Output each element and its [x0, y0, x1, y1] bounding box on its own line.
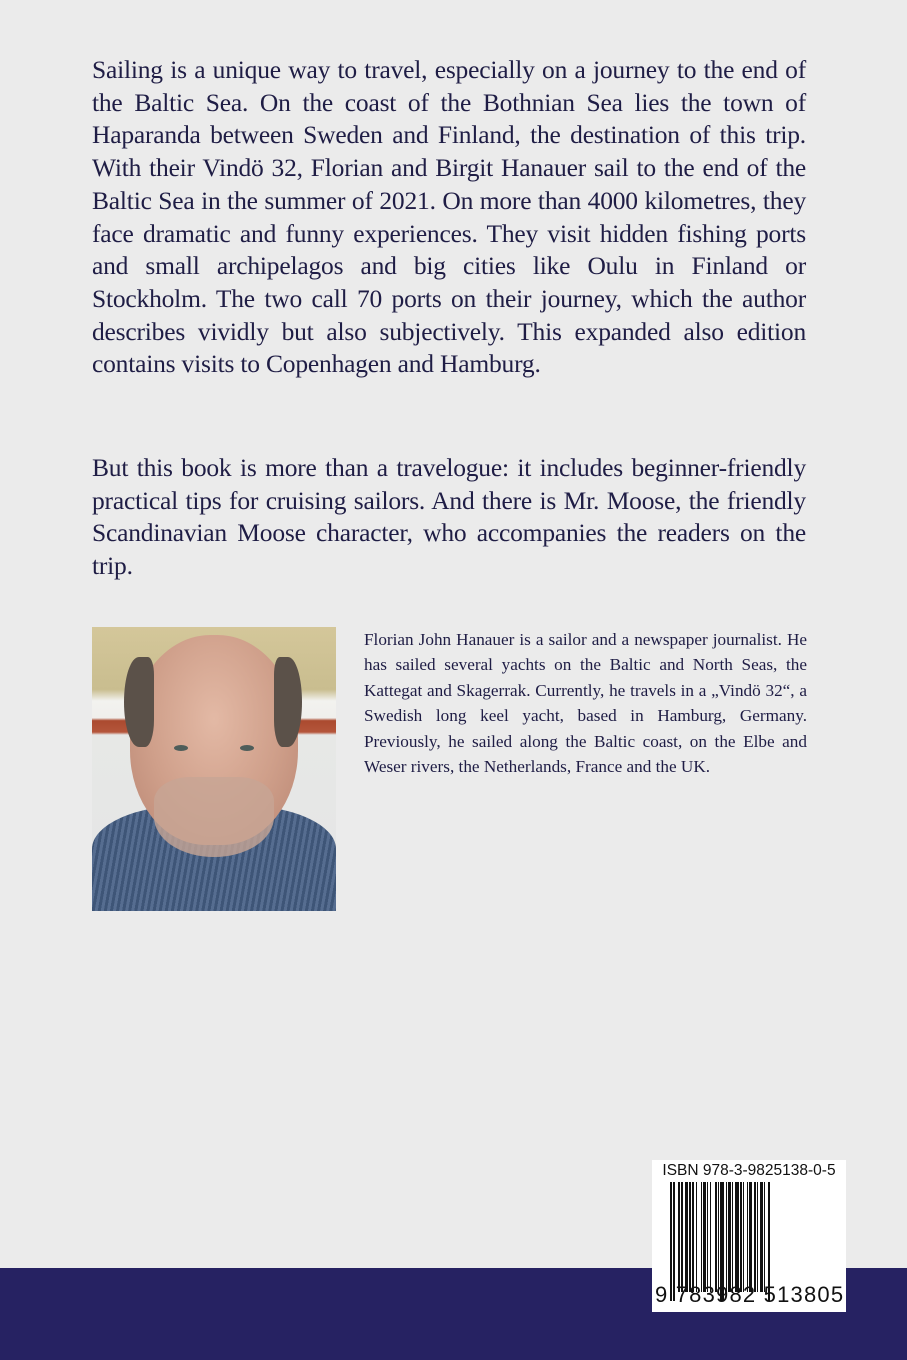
author-photo-beard — [154, 777, 274, 857]
author-photo-hair — [274, 657, 302, 747]
barcode-digits: 9 783982 513805 — [655, 1282, 845, 1307]
author-photo — [92, 627, 336, 911]
author-bio: Florian John Hanauer is a sailor and a newspaper journalist. He has sailed several yachts on the Baltic and North Seas, the Kattegat and Skagerrak. Currently, he travels in a „Vindö 32“, a Swedish long keel yacht, based in Hamburg, Germany. Previously, he sailed along the Baltic coast, on the Elbe and Weser rivers, the Netherlands, France and the UK. — [364, 630, 807, 777]
isbn-barcode — [652, 1160, 846, 1312]
author-photo-hair — [124, 657, 154, 747]
author-photo-eye — [174, 745, 188, 751]
barcode-bars — [670, 1182, 830, 1292]
isbn-label: ISBN 978-3-9825138-0-5 — [662, 1162, 836, 1179]
author-photo-eye — [240, 745, 254, 751]
description-paragraph-1: Sailing is a unique way to travel, especially on a journey to the end of the Baltic Sea. On the coast of the Bothnian Sea lies the town of Haparanda between Sweden and Finland, the destination of this trip. With their Vindö 32, Florian and Birgit Hanauer sail to the end of the Baltic Sea in the summer of 2021. On more than 4000 kilometres, they face dramatic and funny experiences. They visit hidden fishing ports and small archipelagos and big cities like Oulu in Finland or Stockholm. The two call 70 ports on their journey, which the author describes vividly but also subjectively. This expanded also edition contains visits to Copenhagen and Hamburg. — [92, 55, 806, 379]
description-paragraph-2: But this book is more than a travelogue: it includes beginner-friendly practical tips for cruising sailors. And there is Mr. Moose, the friendly Scandinavian Moose character, who accompanies the readers on the trip. — [92, 453, 806, 581]
